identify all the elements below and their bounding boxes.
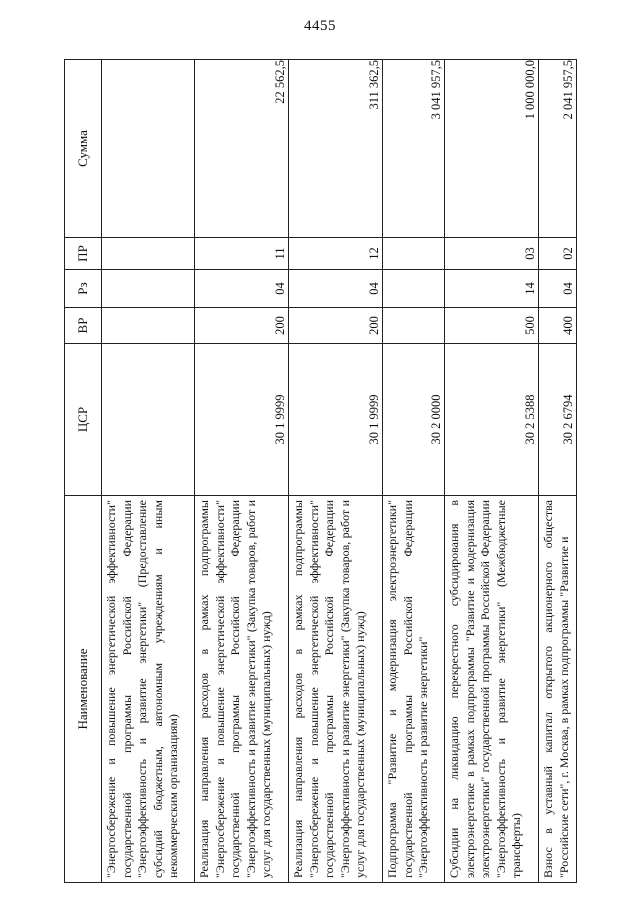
row-csr-cell: 30 2 0000	[383, 344, 445, 496]
row-csr-cell: 30 2 5388	[445, 344, 539, 496]
row-sum-cell	[102, 60, 195, 238]
table-row	[539, 60, 577, 883]
row-rz-cell: 04	[195, 270, 289, 308]
row-name-cell	[383, 496, 445, 883]
row-name-text: Взнос в уставный капитал открытого акционерного общества "Российские сети", г. Москва, в рамках подпрограммы "Развитие и	[541, 500, 571, 878]
row-name-text: "Энергосбережение и повышение энергетической эффективности" государственной программы Российской Федерации "Энергоэффективность и развитие энергетики" (Предоставление субсидий бюджетным, автономным учреждениям и иным некоммерческим организациям)	[104, 500, 181, 878]
rotated-page-content	[64, 60, 584, 883]
row-vr-cell: 200	[195, 308, 289, 344]
row-rz-cell: 04	[539, 270, 577, 308]
row-rz-cell: 04	[289, 270, 383, 308]
table-row	[445, 60, 539, 883]
header-rz: Рз	[65, 270, 102, 308]
row-pr-cell: 03	[445, 238, 539, 270]
row-rz-cell: 14	[445, 270, 539, 308]
budget-table	[64, 59, 577, 883]
header-name: Наименование	[65, 496, 102, 883]
row-sum-cell: 3 041 957,5	[383, 60, 445, 238]
row-vr-cell: 200	[289, 308, 383, 344]
row-vr-cell: 400	[539, 308, 577, 344]
row-name-text: Реализация направления расходов в рамках подпрограммы "Энергосбережение и повышение энергетической эффективности" государственной программы Российской Федерации "Энергоэффективность и развитие энергетики" (Закупка товаров, работ и услуг для государственных (муниципальных) нужд)	[197, 500, 274, 878]
row-name-cell	[102, 496, 195, 883]
row-csr-cell: 30 2 6794	[539, 344, 577, 496]
row-sum-cell: 22 562,5	[195, 60, 289, 238]
row-name-cell	[445, 496, 539, 883]
row-vr-cell	[102, 308, 195, 344]
table-header-row	[65, 60, 102, 883]
row-name-cell	[289, 496, 383, 883]
row-name-cell	[195, 496, 289, 883]
row-name-text: Подпрограмма "Развитие и модернизация электроэнергетики" государственной программы Российской Федерации "Энергоэффективность и развитие энергетики"	[385, 500, 431, 878]
row-vr-cell: 500	[445, 308, 539, 344]
row-rz-cell	[102, 270, 195, 308]
row-vr-cell	[383, 308, 445, 344]
row-sum-cell: 311 362,5	[289, 60, 383, 238]
header-pr: ПР	[65, 238, 102, 270]
header-vr: ВР	[65, 308, 102, 344]
row-pr-cell: 12	[289, 238, 383, 270]
row-csr-cell: 30 1 9999	[195, 344, 289, 496]
table-row	[102, 60, 195, 883]
page-number: 4455	[304, 18, 336, 34]
row-pr-cell	[383, 238, 445, 270]
table-row	[195, 60, 289, 883]
row-sum-cell: 2 041 957,5	[539, 60, 577, 238]
header-csr: ЦСР	[65, 344, 102, 496]
row-pr-cell: 02	[539, 238, 577, 270]
row-csr-cell: 30 1 9999	[289, 344, 383, 496]
row-sum-cell: 1 000 000,0	[445, 60, 539, 238]
table-row	[289, 60, 383, 883]
row-pr-cell: 11	[195, 238, 289, 270]
table-row	[383, 60, 445, 883]
row-name-text: Субсидии на ликвидацию перекрестного субсидирования в электроэнергетике в рамках подпрограммы "Развитие и модернизация электроэнергетики" государственной программы Российской Федерации "Энергоэффективность и развитие энергетики" (Межбюджетные трансферты)	[447, 500, 524, 878]
row-name-cell	[539, 496, 577, 883]
row-pr-cell	[102, 238, 195, 270]
row-csr-cell	[102, 344, 195, 496]
row-name-text: Реализация направления расходов в рамках подпрограммы "Энергосбережение и повышение энергетической эффективности" государственной программы Российской Федерации "Энергоэффективность и развитие энергетики" (Закупка товаров, работ и услуг для государственных (муниципальных) нужд)	[291, 500, 368, 878]
header-sum: Сумма	[65, 60, 102, 238]
row-rz-cell	[383, 270, 445, 308]
